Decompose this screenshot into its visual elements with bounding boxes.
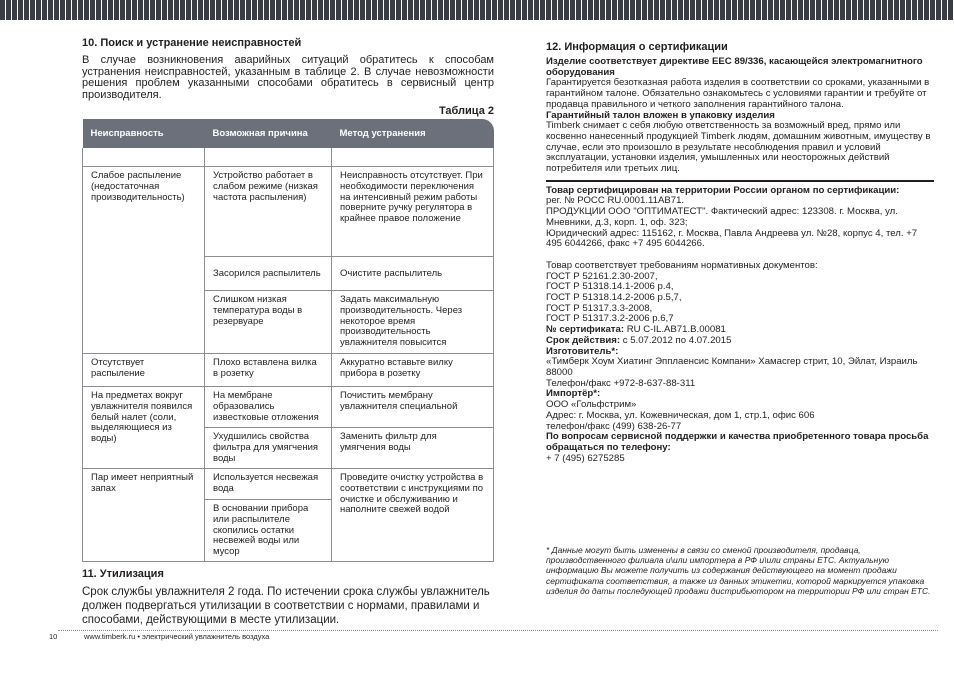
divider: [546, 180, 934, 182]
warranty-text: Timberk снимает с себя любую ответственность за возможный вред, прямо или косвенно нанесенный продукцией Timberk людям, домашним животным, имуществу в случае, если это произошло в результате несоблюдения правил и условий эксплуатации, установки изделия, умышленных или неосторожных действий потребителя или третьих лиц.: [546, 120, 931, 175]
fix-cell: Задать максимальную производительность. Через некоторое время производительность увлажнителя повысится: [332, 291, 494, 354]
footnote: * Данные могут быть изменены в связи со сменой производителя, продавца, производственного филиала и\или импортера в РФ и\или страны ЕТС. Актуальную информацию Вы можете получить из содержания действующего на момент продажи сертификата соответствия, а также из данных этикетки, которой маркируется упаковка изделия до даты последующей продажи дистрибьютором на территории РФ или стран ЕТС.: [546, 545, 931, 596]
norm-item: ГОСТ Р 51318.14.1-2006 р.4,: [546, 281, 674, 293]
section-10-text: В случае возникновения аварийных ситуаций обратитесь к способам устранения неисправностей, указанным в таблице 2. В случае невозможности решения проблем указанными способами обратитесь в сервисный центр производителя.: [82, 54, 494, 101]
section-11-text: Срок службы увлажнителя 2 года. По истечении срока службы увлажнитель должен подвергаться утилизации в соответствии с нормами, правилами и способами, действующими в месте утилизации.: [82, 586, 490, 626]
table-header-row: [83, 119, 494, 148]
fix-cell: Почистить мембрану увлажнителя специальной: [332, 387, 494, 428]
table-row: [83, 469, 494, 500]
emc-title: Изделие соответствует директиве EEC 89/336, касающейся электромагнитного оборудования: [546, 56, 923, 78]
cause-cell: Устройство работает в слабом режиме (низкая частота распыления): [205, 167, 332, 257]
cause-cell: Засорился распылитель: [205, 257, 332, 291]
importer-name: ООО «Гольфстрим»: [546, 399, 637, 411]
importer-label: Импортёр*:: [546, 388, 601, 400]
norm-item: ГОСТ Р 51318.14.2-2006 р.5,7,: [546, 292, 682, 304]
table-row: [83, 387, 494, 428]
fix-cell: Очистите распылитель: [332, 257, 494, 291]
section-11-title: 11. Утилизация: [82, 568, 164, 581]
validity-value: с 5.07.2012 по 4.07.2015: [620, 334, 732, 346]
warranty-title: Гарантийный талон вложен в упаковку изделия: [546, 109, 775, 121]
cause-cell: Слишком низкая температура воды в резервуаре: [205, 291, 332, 354]
importer-phone: телефон/факс (499) 638-26-77: [546, 420, 682, 432]
section-12-title: 12. Информация о сертификации: [546, 41, 728, 53]
cert-number-value: RU C-IL.AB71.B.00081: [624, 324, 726, 336]
validity-label: Срок действия:: [546, 334, 621, 346]
cert-validity: [546, 336, 934, 347]
cert-number-label: № сертификата:: [546, 324, 625, 336]
norms-intro: Товар соответствует требованиям нормативных документов:: [546, 259, 818, 271]
manufacturer-phone: Телефон/факс +972-8-637-88-311: [546, 377, 696, 389]
table-row: [83, 167, 494, 257]
cause-cell: Плохо вставлена вилка в розетку: [205, 354, 332, 387]
fix-cell: Проведите очистку устройства в соответствии с инструкциями по очистке и обслуживанию и наполните свежей водой: [332, 469, 494, 562]
troubleshooting-table: [82, 119, 494, 562]
cause-cell: Ухудшились свойства фильтра для умягчения воды: [205, 428, 332, 469]
importer-address: Адрес: г. Москва, ул. Кожевническая, дом 1, стр.1, офис 606: [546, 409, 815, 421]
header-cause: Возможная причина: [205, 119, 332, 148]
cert-org: ПРОДУКЦИИ ООО "ОПТИМАТЕСТ". Фактический адрес: 123308. г. Москва, ул. Мневники, д.3, корп. 1, оф. 323;: [546, 206, 898, 228]
cause-cell: На мембране образовались известковые отложения: [205, 387, 332, 428]
fault-cell: Отсутствует распыление: [83, 354, 205, 387]
manufacturer-label: Изготовитель*:: [546, 345, 619, 357]
table-row: [83, 354, 494, 387]
table-gap-row: [83, 148, 494, 167]
top-stripe-bar: [0, 0, 954, 20]
table-label: Таблица 2: [438, 105, 494, 118]
cause-cell: В основании прибора или распылителе скопились остатки несвежей воды или мусор: [205, 500, 332, 562]
service-title: По вопросам сервисной поддержки и качества приобретенного товара просьба обращаться по телефону:: [546, 431, 929, 453]
norm-item: ГОСТ Р 51317.3.3-2008,: [546, 302, 653, 314]
footer-site-text: www.timberk.ru • электрический увлажнитель воздуха: [84, 632, 270, 641]
emc-text: Гарантируется безотказная работа изделия в соответствии со сроками, указанными в гарантийном талоне. Обязательно ознакомьтесь с условиями гарантии и требуйте от продавца правильного и четкого заполнения гарантийного талона.: [546, 77, 930, 110]
fix-cell: Неисправность отсутствует. При необходимости переключения на интенсивный режим работы поверните ручку регулятора в крайнее правое положение: [332, 167, 494, 257]
cert-title: Товар сертифицирован на территории России органом по сертификации:: [546, 184, 900, 196]
fault-cell: Слабое распыление (недостаточная производительность): [83, 167, 205, 354]
norm-item: ГОСТ Р 52161.2.30-2007,: [546, 270, 658, 282]
header-fault: Неисправность: [83, 119, 205, 148]
section-10-title: 10. Поиск и устранение неисправностей: [82, 37, 302, 49]
header-fix: Метод устранения: [332, 119, 494, 148]
footer-divider: [58, 630, 938, 631]
left-column: [82, 37, 494, 627]
fault-cell: Пар имеет неприятный запах: [83, 469, 205, 562]
cert-legal-address: Юридический адрес: 115162, г. Москва, Павла Андреева ул. №28, корпус 4, тел. +7 495 6044266, факс +7 495 6044266.: [546, 227, 918, 250]
fault-cell: На предметах вокруг увлажнителя появился белый налет (соли, выделяющиеся из воды): [83, 387, 205, 469]
page-number: 10: [49, 632, 58, 641]
fix-cell: Заменить фильтр для умягчения воды: [332, 428, 494, 469]
service-phone: + 7 (495) 6275285: [546, 452, 625, 464]
cause-cell: Используется несвежая вода: [205, 469, 332, 500]
manufacturer-name: «Тимберк Хоум Хиатинг Эпплаенсис Компани» Хамасгер стрит, 10, Эйлат, Израиль 88000: [546, 356, 918, 378]
right-column: [546, 41, 934, 464]
fix-cell: Аккуратно вставьте вилку прибора в розетку: [332, 354, 494, 387]
norm-item: ГОСТ Р 51317.3.2-2006 р.6,7: [546, 313, 674, 325]
cert-reg: рег. № РОСС RU.0001.11АВ71.: [546, 195, 685, 207]
